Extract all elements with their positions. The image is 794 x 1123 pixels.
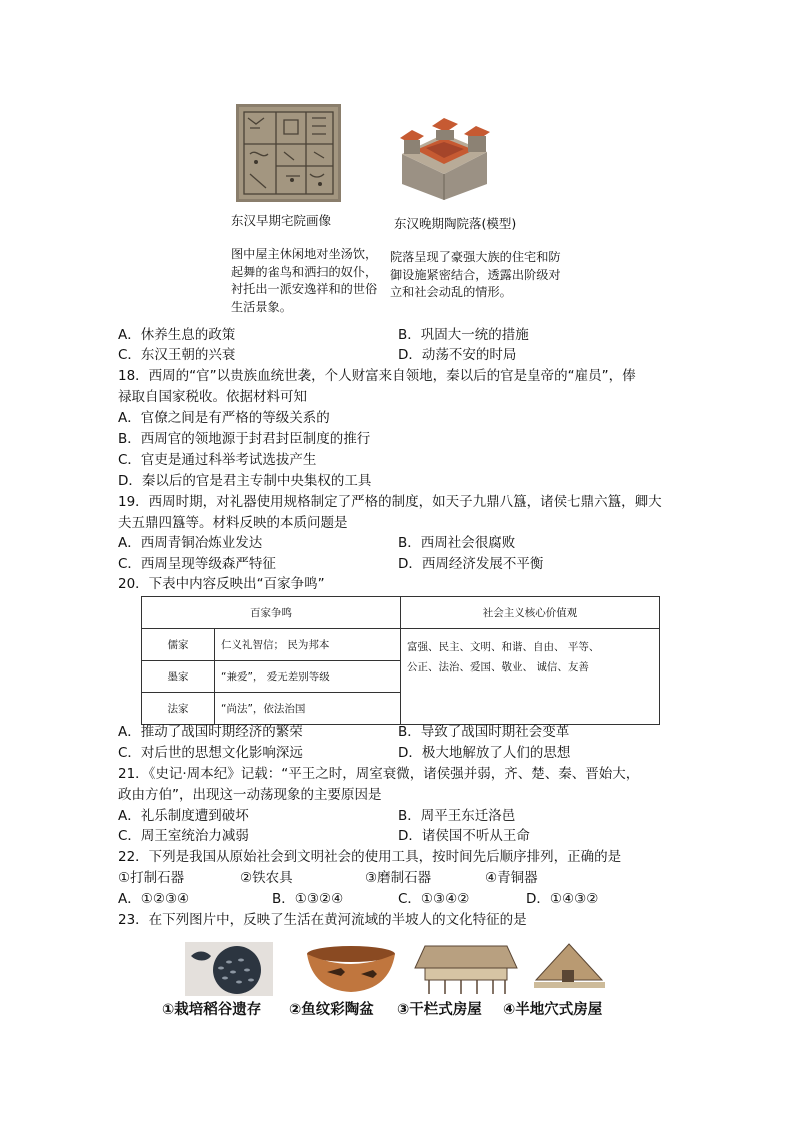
q22-stem: 22．下列是我国从原始社会到文明社会的使用工具，按时间先后顺序排列，正确的是: [118, 849, 622, 865]
q22-option-c: C．①③④②: [398, 891, 470, 907]
q23-caption-3: ③干栏式房屋: [397, 1002, 482, 1018]
fish-pottery-basin-icon: [303, 942, 399, 996]
q20-table: [141, 596, 660, 725]
stilt-house-icon: [411, 942, 520, 996]
q18-stem-line1: 18．西周的“官”以贵族血统世袭，个人财富来自领地，秦以后的官是皇帝的“雇员”，俸: [118, 368, 636, 384]
q17-image1-note: 图中屋主休闲地对坐汤饮，起舞的雀鸟和洒扫的奴仆，衬托出一派安逸祥和的世俗生活景象。: [231, 247, 378, 314]
q21-option-a: A．礼乐制度遭到破坏: [118, 808, 249, 824]
table-head-left: 百家争鸣: [142, 597, 401, 629]
table-idea-cell: “兼爱”， 爱无差别等级: [215, 661, 401, 693]
q19-option-a: A．西周青铜冶炼业发达: [118, 535, 263, 551]
q23-stem: 23．在下列图片中，反映了生活在黄河流域的半坡人的文化特征的是: [118, 912, 527, 928]
table-idea-cell: “尚法”，依法治国: [215, 693, 401, 725]
table-school-cell: 法家: [142, 693, 215, 725]
q17-option-a: A．休养生息的政策: [118, 327, 236, 343]
q20-option-c: C．对后世的思想文化影响深远: [118, 745, 303, 761]
q17-image2-note: 院落呈现了豪强大族的住宅和防御设施紧密结合，透露出阶级对立和社会动乱的情形。: [390, 250, 561, 299]
table-idea-cell: 仁义礼智信； 民为邦本: [215, 629, 401, 661]
q19-stem-line1: 19．西周时期，对礼器使用规格制定了严格的制度，如天子九鼎八簋，诸侯七鼎六簋，卿大: [118, 494, 662, 510]
q21-stem-line2: 政由方伯”，出现这一动荡现象的主要原因是: [118, 787, 382, 803]
q18-option-d: D．秦以后的官是君主专制中央集权的工具: [118, 473, 372, 489]
q23-caption-1: ①栽培稻谷遗存: [162, 1002, 262, 1018]
q17-option-c: C．东汉王朝的兴衰: [118, 347, 236, 363]
table-head-right: 社会主义核心价值观: [401, 597, 660, 629]
q18-option-a: A．官僚之间是有严格的等级关系的: [118, 410, 330, 426]
q20-option-b: B．导致了战国时期社会变革: [398, 724, 570, 740]
q17-image2-caption: 东汉晚期陶院落(模型): [394, 216, 517, 231]
q18-option-b: B．西周官的领地源于封君封臣制度的推行: [118, 431, 371, 447]
q21-option-d: D．诸侯国不听从王命: [398, 828, 530, 844]
q18-option-c: C．官吏是通过科举考试选拔产生: [118, 452, 317, 468]
q22-item: ①打制石器: [118, 870, 185, 886]
q20-option-a: A．推动了战国时期经济的繁荣: [118, 724, 303, 740]
q20-option-d: D．极大地解放了人们的思想: [398, 745, 571, 761]
q17-option-d: D．动荡不安的时局: [398, 347, 517, 363]
q23-caption-2: ②鱼纹彩陶盆: [289, 1002, 374, 1018]
q22-item: ④青铜器: [485, 870, 538, 886]
values-line2: 公正、法治、爱国、敬业、 诚信、友善: [407, 661, 589, 673]
semi-pit-house-icon: [532, 942, 607, 996]
q21-option-b: B．周平王东迁洛邑: [398, 808, 516, 824]
q21-option-c: C．周王室统治力减弱: [118, 828, 249, 844]
q17-option-b: B．巩固大一统的措施: [398, 327, 529, 343]
q23-caption-4: ④半地穴式房屋: [503, 1002, 603, 1018]
rice-grains-icon: [185, 942, 273, 996]
values-line1: 富强、民主、文明、和谐、自由、 平等、: [407, 641, 600, 653]
q19-option-d: D．西周经济发展不平衡: [398, 556, 544, 572]
q22-item: ②铁农具: [240, 870, 293, 886]
q21-stem-line1: 21．《史记·周本纪》记载：“平王之时，周室衰微，诸侯强并弱，齐、楚、秦、晋始大，: [118, 766, 640, 782]
q17-image1-caption: 东汉早期宅院画像: [231, 213, 332, 228]
table-school-cell: 儒家: [142, 629, 215, 661]
table-school-cell: 墨家: [142, 661, 215, 693]
q18-stem-line2: 禄取自国家税收。依据材料可知: [118, 389, 307, 405]
q19-option-b: B．西周社会很腐败: [398, 535, 516, 551]
table-values-cell: [401, 629, 660, 725]
relief-stone-image: [236, 104, 341, 202]
q22-option-a: A．①②③④: [118, 891, 190, 907]
q20-stem: 20．下表中内容反映出“百家争鸣”: [118, 576, 325, 592]
q22-option-b: B．①③②④: [272, 891, 344, 907]
q22-option-d: D．①④③②: [526, 891, 599, 907]
q19-option-c: C．西周呈现等级森严特征: [118, 556, 276, 572]
q22-item: ③磨制石器: [365, 870, 432, 886]
q19-stem-line2: 夫五鼎四簋等。材料反映的本质问题是: [118, 515, 348, 531]
pottery-courtyard-model: [392, 104, 497, 202]
